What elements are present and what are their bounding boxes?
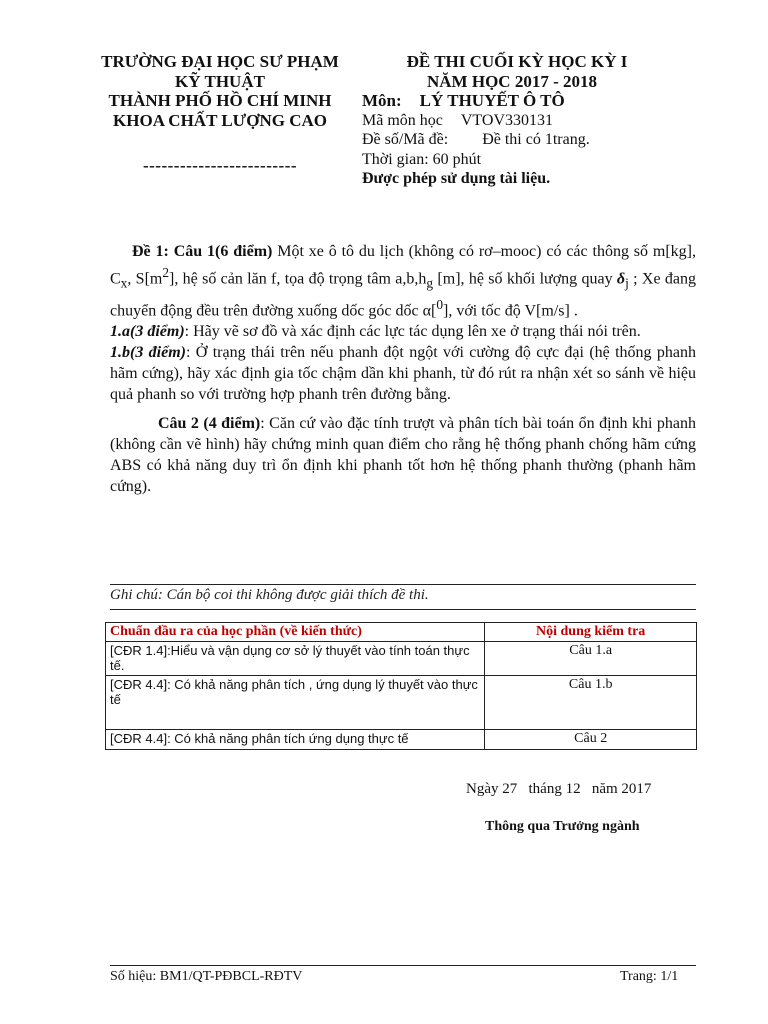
header-divider: ------------------------- (142, 156, 298, 175)
table-row (106, 642, 697, 676)
table-cell-question: Câu 2 (485, 730, 697, 750)
footer-rule (110, 965, 696, 966)
approval-line: Thông qua Trưởng ngành (485, 819, 640, 834)
table-cell-outcome: [CĐR 1.4]:Hiểu và vận dụng cơ sở lý thuyết vào tính toán thực tế. (106, 642, 485, 676)
question-2 (110, 413, 696, 497)
table-row (106, 730, 697, 750)
question-1 (110, 241, 696, 321)
question-1b-label: 1.b(3 điểm) (110, 343, 186, 361)
exam-number-label: Đề số/Mã đề: (362, 131, 449, 148)
question-1b (110, 342, 696, 405)
subject-row (362, 91, 662, 111)
exam-variant-label: Đề 1: (132, 243, 169, 260)
note-bottom-rule (110, 609, 696, 610)
course-code-value: VTOV330131 (460, 111, 554, 129)
exam-body (110, 241, 696, 497)
question-1-label: Câu 1(6 điểm) (173, 243, 273, 260)
question-1b-text: : Ở trạng thái trên nếu phanh đột ngột với cường độ cực đại (hệ thống phanh hãm cứng), hãy xác định gia tốc chậm dần khi phanh, từ đó rút ra nhận xét so sánh về hiệu quả phanh so với trường hợp phanh trên đường bằng. (110, 343, 696, 403)
question-1-text: ], với tốc độ V[m/s] . (443, 301, 578, 319)
subscript-g: g (426, 275, 434, 291)
document-code: Số hiệu: BM1/QT-PĐBCL-RĐTV (110, 969, 303, 984)
superscript-2: 2 (162, 265, 170, 280)
exam-duration: Thời gian: 60 phút (362, 150, 482, 168)
school-city: THÀNH PHỐ HỒ CHÍ MINH (108, 91, 332, 110)
question-1-text: ], hệ số cản lăn f, tọa độ trọng tâm a,b,h (169, 270, 427, 288)
question-1a-text: : Hãy vẽ sơ đồ và xác định các lực tác dụng lên xe ở trạng thái nói trên. (184, 322, 641, 340)
subscript-x: x (120, 275, 128, 291)
table-cell-outcome: [CĐR 4.4]: Có khả năng phân tích , ứng dụng lý thuyết vào thực tế (106, 676, 485, 730)
table-row (106, 676, 697, 730)
question-2-label: Câu 2 (4 điểm) (158, 414, 261, 432)
table-cell-question: Câu 1.a (485, 642, 697, 676)
exam-number-row (362, 130, 662, 150)
question-1a-label: 1.a(3 điểm) (110, 322, 185, 340)
faculty-name: KHOA CHẤT LƯỢNG CAO (113, 110, 327, 130)
school-name-line1: TRƯỜNG ĐẠI HỌC SƯ PHẠM (101, 52, 339, 71)
question-1-text: Một xe ô tô du lịch (không có rơ–mooc) có các thông số m[kg], C (110, 243, 697, 288)
table-header-outcome: Chuẩn đầu ra của học phần (về kiến thức) (106, 623, 485, 642)
subject-label: Môn: (362, 91, 402, 110)
course-code-row (362, 111, 662, 131)
school-header (70, 52, 370, 176)
school-year: NĂM HỌC 2017 - 2018 (427, 71, 597, 91)
subject-value: LÝ THUYẾT Ô TÔ (419, 91, 565, 110)
subscript-j: j (625, 275, 629, 291)
question-1-text: , S[m (127, 270, 163, 288)
table-header-content: Nội dung kiểm tra (485, 623, 697, 642)
exam-date: Ngày 27 tháng 12 năm 2017 (466, 781, 652, 797)
materials-allowed: Được phép sử dụng tài liệu. (362, 170, 551, 187)
question-1-text: [m], hệ số khối lượng quay (433, 270, 617, 288)
proctor-note: Ghi chú: Cán bộ coi thi không được giải thích đề thi. (110, 587, 429, 603)
table-header-row (106, 623, 697, 642)
learning-outcomes-table (105, 622, 697, 750)
exam-header (362, 52, 662, 189)
table-cell-question: Câu 1.b (485, 676, 697, 730)
exam-title: ĐỀ THI CUỐI KỲ HỌC KỲ I (406, 52, 628, 71)
delta-symbol: δ (616, 270, 626, 288)
question-1-text: ; Xe đang chuyển động đều trên đường xuống dốc góc dốc α[ (110, 270, 697, 319)
note-top-rule (110, 584, 696, 585)
page-number: Trang: 1/1 (620, 969, 679, 984)
question-2-text: : Căn cứ vào đặc tính trượt và phân tích bài toán ổn định khi phanh (không cần vẽ hình) hãy chứng minh quan điểm cho rằng hệ thống phanh chống hãm cứng ABS có khả năng duy trì ổn định khi phanh tốt hơn hệ thống phanh thường (phanh hãm cứng). (110, 414, 696, 495)
course-code-label: Mã môn học (362, 111, 443, 129)
exam-number-value: Đề thi có 1trang. (482, 131, 590, 148)
school-name-line2: KỸ THUẬT (175, 71, 265, 91)
superscript-0: 0 (436, 296, 443, 312)
table-cell-outcome: [CĐR 4.4]: Có khả năng phân tích ứng dụng thực tế (106, 730, 485, 750)
question-1a (110, 321, 696, 342)
